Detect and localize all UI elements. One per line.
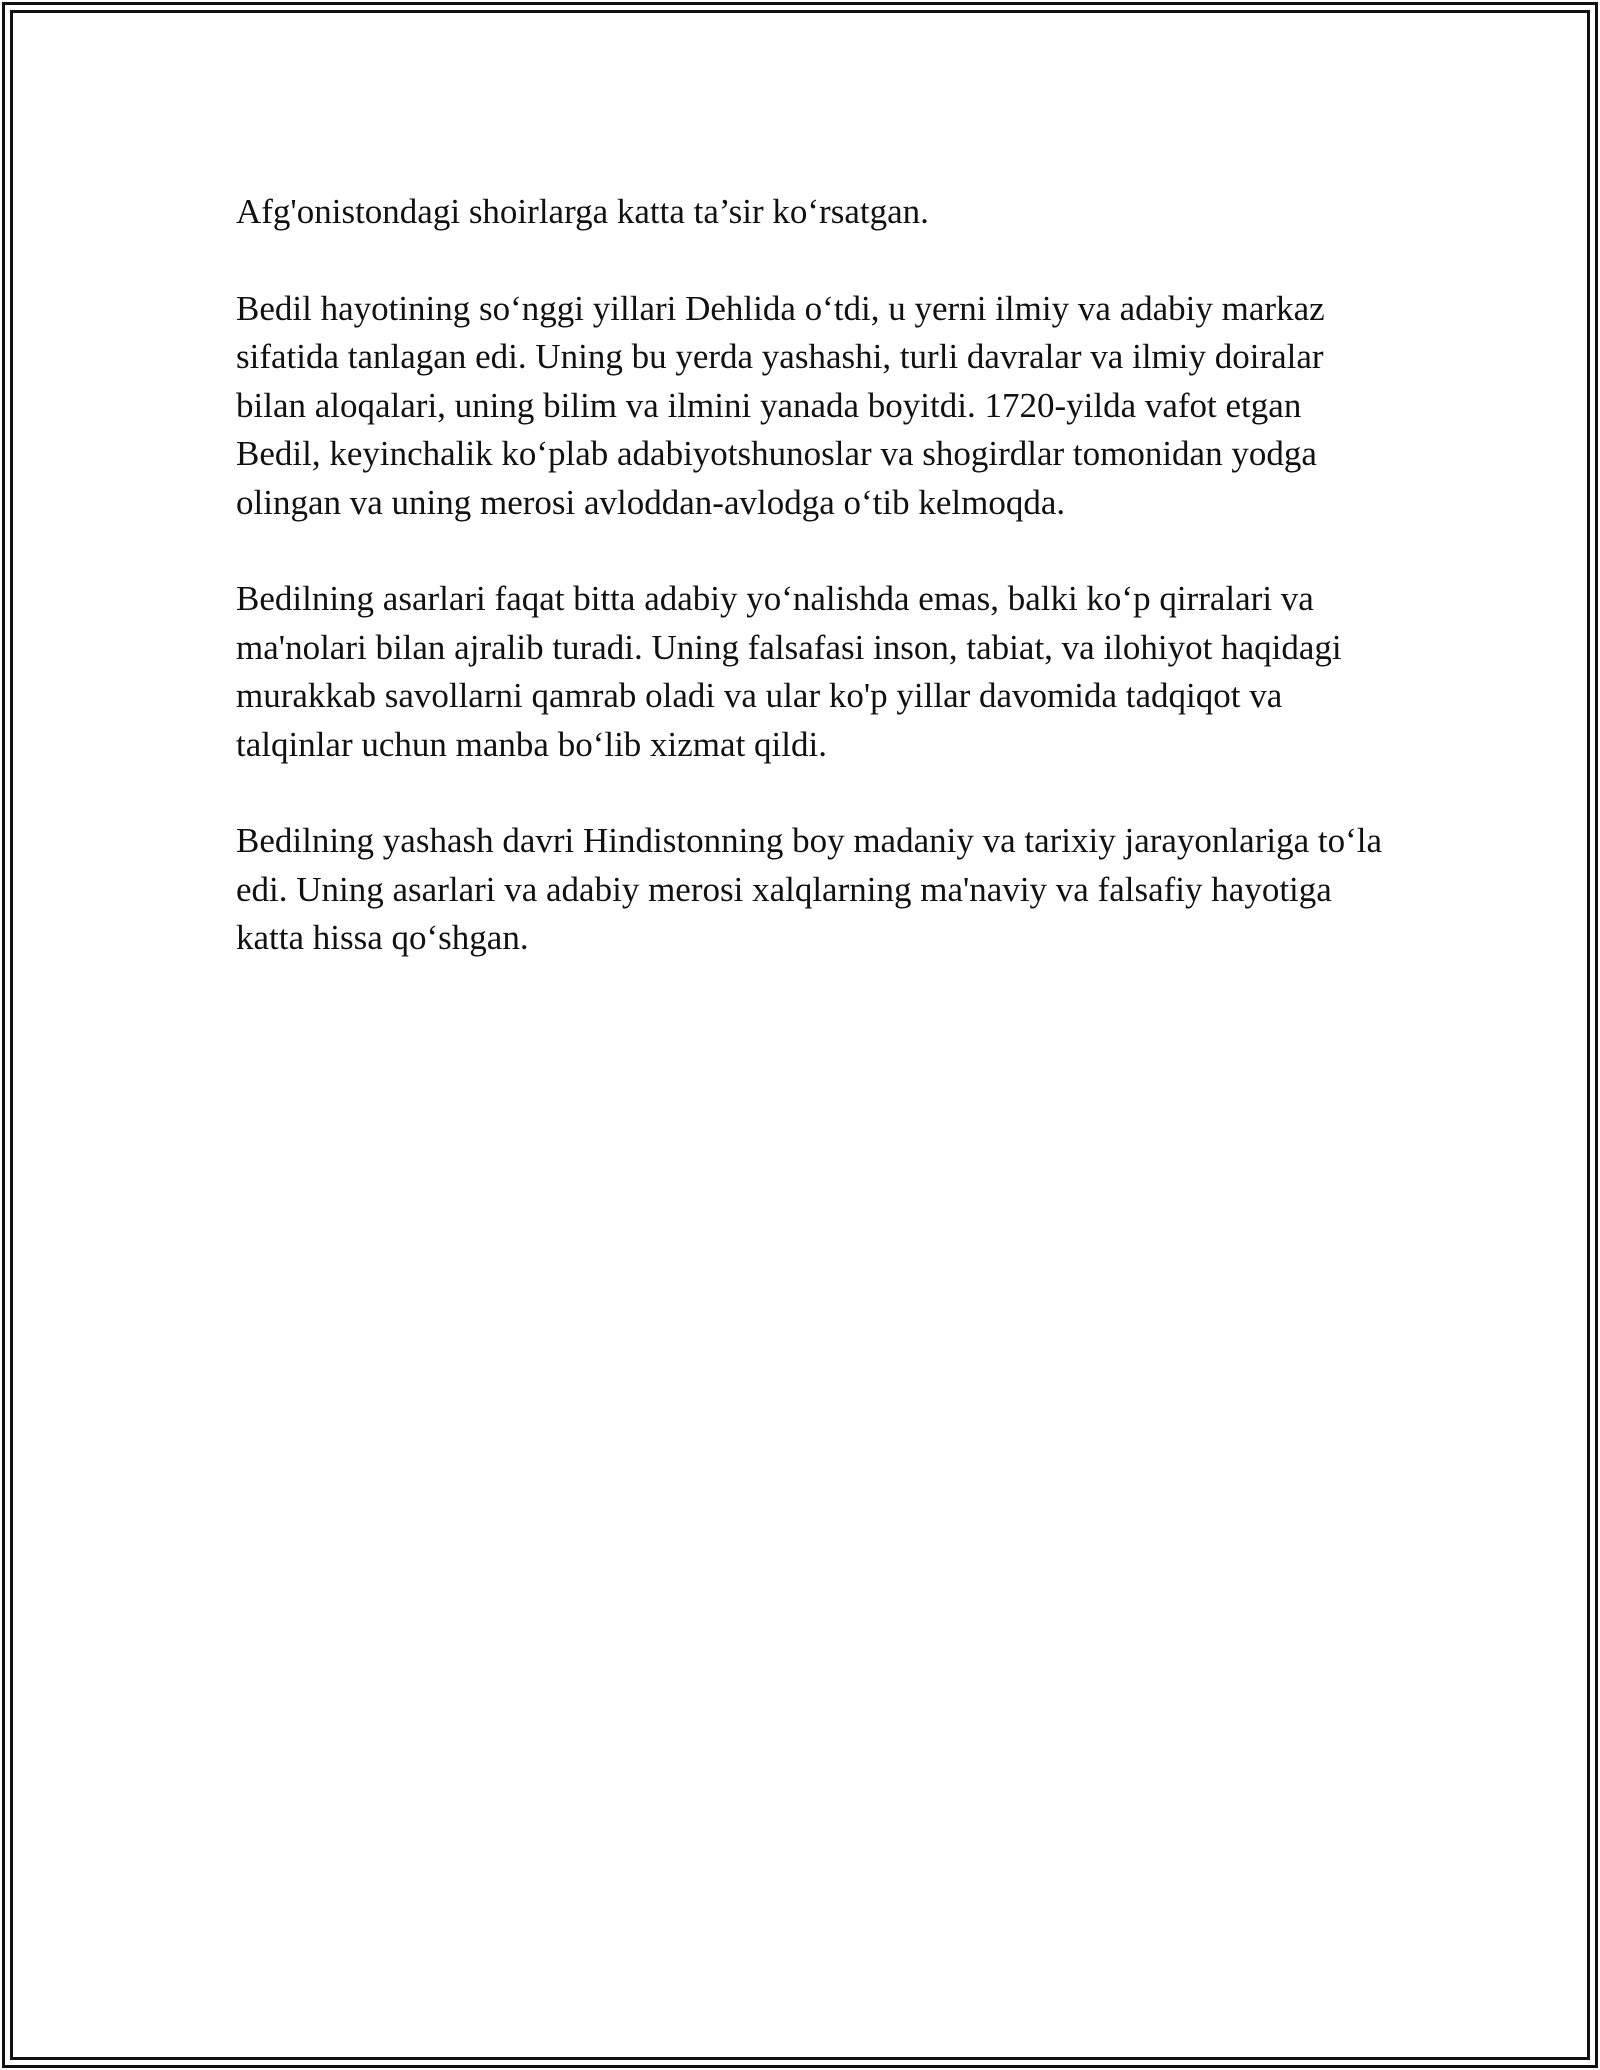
paragraph-2: Bedil hayotining so‘nggi yillari Dehlida o‘tdi, u yerni ilmiy va adabiy markaz sifatida tanlagan edi. Uning bu yerda yashashi, turli davralar va ilmiy doiralar bilan aloqalari, uning bilim va ilmini yanada boyitdi. 1720-yilda vafot etgan Bedil, keyinchalik ko‘plab adabiyotshunoslar va shogirdlar tomonidan yodga olingan va uning merosi avloddan-avlodga o‘tib kelmoqda. bbox=[236, 288, 1325, 522]
document-body bbox=[236, 188, 1386, 1011]
paragraph-3: Bedilning asarlari faqat bitta adabiy yo‘nalishda emas, balki ko‘p qirralari va ma'nolari bilan ajralib turadi. Uning falsafasi inson, tabiat, va ilohiyot haqidagi murakkab savollarni qamrab oladi va ular ko'p yillar davomida tadqiqot va talqinlar uchun manba bo‘lib xizmat qildi. bbox=[236, 579, 1342, 764]
paragraph-1: Afg'onistondagi shoirlarga katta ta’sir ko‘rsatgan. bbox=[236, 192, 929, 231]
paragraph-4: Bedilning yashash davri Hindistonning boy madaniy va tarixiy jarayonlariga to‘la edi. Uning asarlari va adabiy merosi xalqlarning ma'naviy va falsafiy hayotiga katta hissa qo‘shgan. bbox=[236, 821, 1382, 957]
